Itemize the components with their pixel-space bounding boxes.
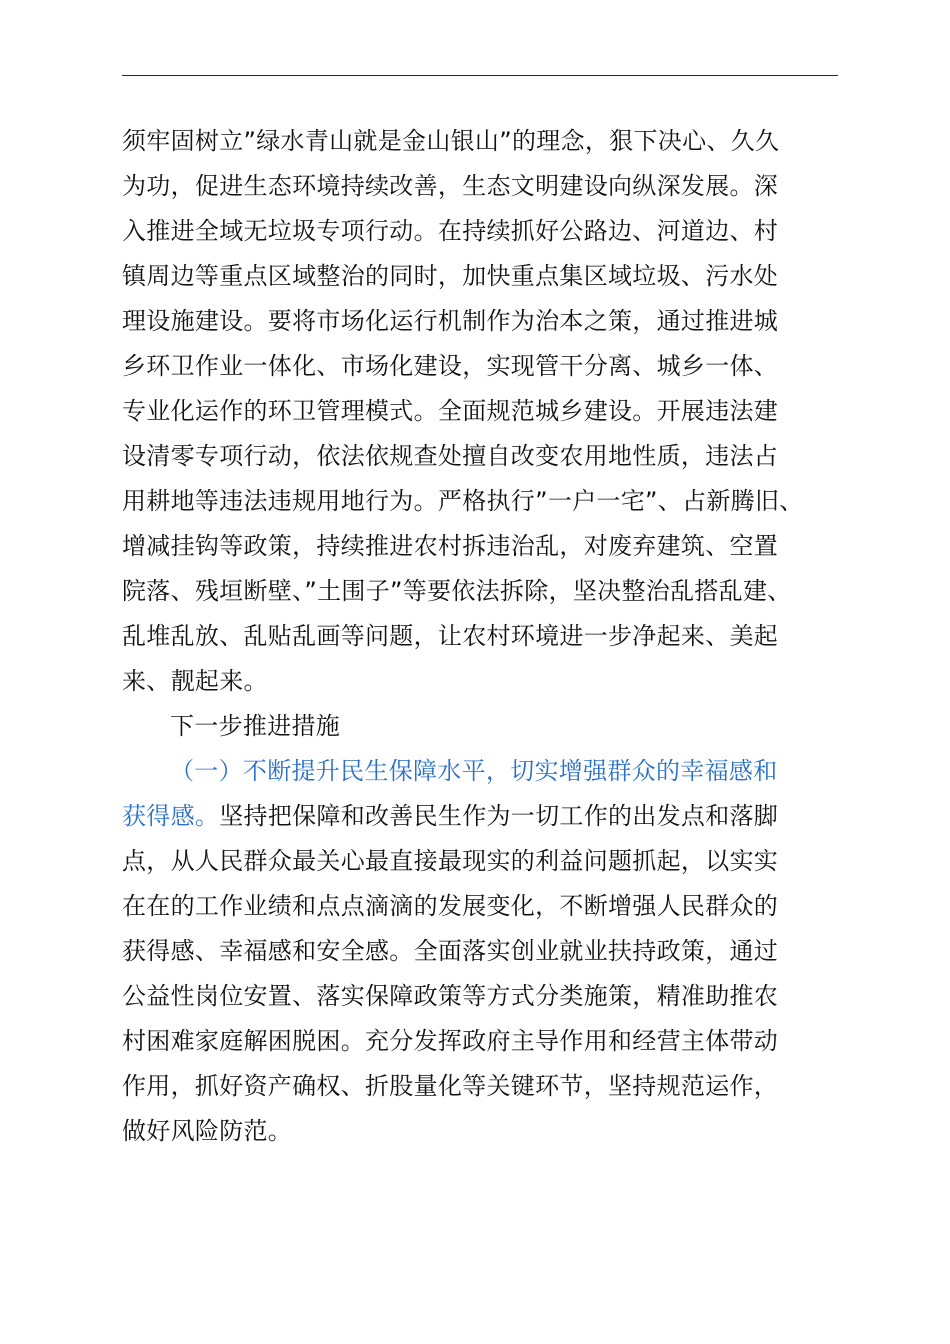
text-line: 来、靓起来。 xyxy=(122,667,268,695)
text-line: 专业化运作的环卫管理模式。全面规范城乡建设。开展违法建 xyxy=(122,397,779,425)
document-body xyxy=(122,119,838,1154)
paragraph-2 xyxy=(122,749,838,1154)
paragraph-1 xyxy=(122,119,838,704)
text-line: 入推进全域无垃圾专项行动。在持续抓好公路边、河道边、村 xyxy=(122,217,779,245)
text-line: 设清零专项行动，依法依规查处擅自改变农用地性质，违法占 xyxy=(122,442,779,470)
text-line: 乱堆乱放、乱贴乱画等问题，让农村环境进一步净起来、美起 xyxy=(122,622,779,650)
text-line: 作用，抓好资产确权、折股量化等关键环节，坚持规范运作， xyxy=(122,1072,779,1100)
text-line: 镇周边等重点区域整治的同时，加快重点集区域垃圾、污水处 xyxy=(122,262,779,290)
text-line: 村困难家庭解困脱困。充分发挥政府主导作用和经营主体带动 xyxy=(122,1027,779,1055)
text-line: 在在的工作业绩和点点滴滴的发展变化，不断增强人民群众的 xyxy=(122,892,779,920)
text-line: 院落、残垣断壁、”土围子”等要依法拆除，坚决整治乱搭乱建、 xyxy=(122,577,792,605)
text-line: 公益性岗位安置、落实保障政策等方式分类施策，精准助推农 xyxy=(122,982,779,1010)
section-heading: 下一步推进措施 xyxy=(170,712,341,740)
text-line: 做好风险防范。 xyxy=(122,1117,293,1145)
subheading-text: （一）不断提升民生保障水平，切实增强群众的幸福感和 xyxy=(170,757,778,785)
text-line: 乡环卫作业一体化、市场化建设，实现管干分离、城乡一体、 xyxy=(122,352,779,380)
text-line: 获得感、幸福感和安全感。全面落实创业就业扶持政策，通过 xyxy=(122,937,779,965)
header-rule xyxy=(122,75,838,76)
text-line: 须牢固树立”绿水青山就是金山银山”的理念，狠下决心、久久 xyxy=(122,127,780,155)
subheading-text-end: 获得感。 xyxy=(122,802,220,830)
text-line: 增减挂钩等政策，持续推进农村拆违治乱，对废弃建筑、空置 xyxy=(122,532,779,560)
text-line: 理设施建设。要将市场化运行机制作为治本之策，通过推进城 xyxy=(122,307,779,335)
paragraph-text: 坚持把保障和改善民生作为一切工作的出发点和落脚 xyxy=(219,802,779,830)
text-line xyxy=(122,794,838,839)
subheading-line xyxy=(122,749,838,794)
text-line: 用耕地等违法违规用地行为。严格执行”一户一宅”、占新腾旧、 xyxy=(122,487,804,515)
text-line: 点，从人民群众最关心最直接最现实的利益问题抓起，以实实 xyxy=(122,847,779,875)
text-line: 为功，促进生态环境持续改善，生态文明建设向纵深发展。深 xyxy=(122,172,779,200)
